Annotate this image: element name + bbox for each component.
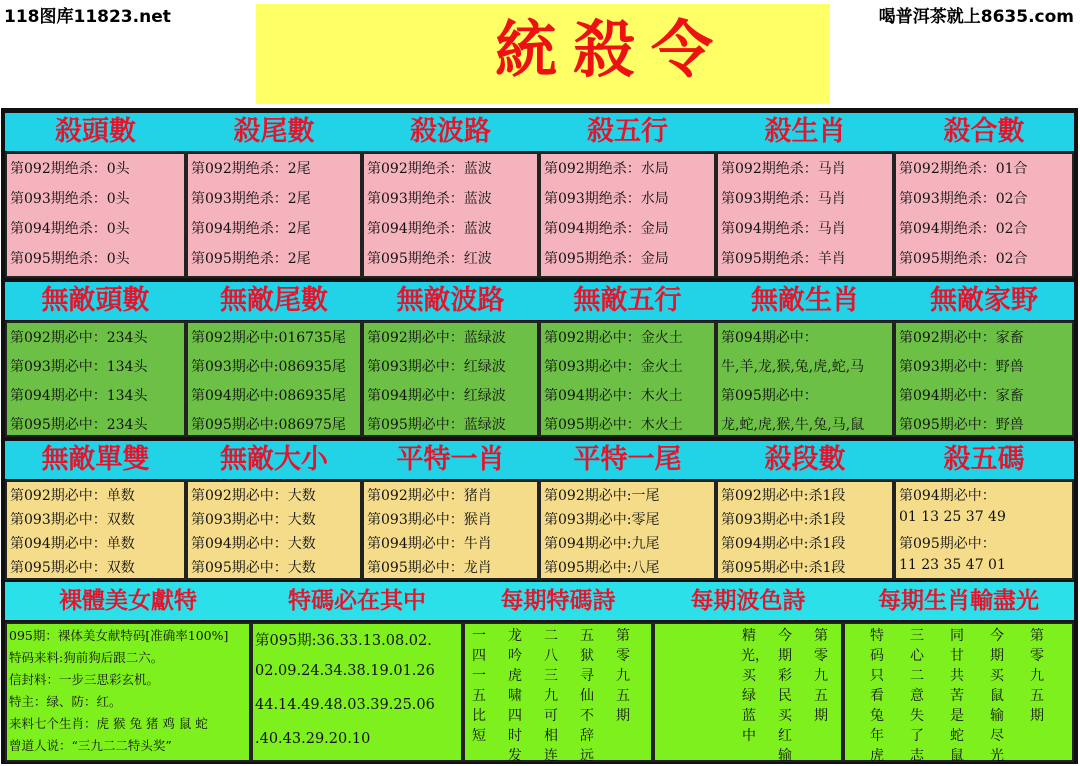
section1-title: 殺合數: [943, 116, 1025, 147]
section3-title: 平特一尾: [573, 444, 682, 475]
section3-row: 第092期必中:杀1段: [721, 488, 846, 504]
section1-row: 第094期绝杀：蓝波: [367, 221, 492, 237]
section2-title: 無敵尾數: [220, 285, 328, 316]
section2-row: 第093期必中：金火土: [544, 359, 683, 375]
poem-column: 第零九五期: [616, 628, 630, 724]
section1-row: 第092期绝杀：马肖: [721, 161, 846, 177]
section3-title: 無敵大小: [220, 444, 328, 475]
section3-row: 第094期必中：大数: [191, 536, 316, 552]
section3-row: 第095期必中:八尾: [544, 560, 660, 576]
section1-row: 第094期绝杀：马肖: [721, 221, 846, 237]
section2-title: 無敵五行: [573, 285, 682, 316]
section3-row: 第094期必中：: [899, 488, 996, 504]
section1-row: 第093期绝杀：2尾: [191, 191, 311, 207]
section3-row: 第093期必中：双数: [10, 512, 135, 528]
section1-row: 第095期绝杀：红波: [367, 251, 492, 267]
section1-row: 第093期绝杀：0头: [10, 191, 130, 207]
section3-row: 第095期必中：龙肖: [367, 560, 492, 576]
section1-row: 第095期绝杀：02合: [899, 251, 1028, 267]
section1-row: 第095期绝杀：2尾: [191, 251, 311, 267]
site-name-right: 喝普洱茶就上8635.com: [878, 7, 1074, 27]
section2-row: 第095期必中：木火土: [544, 417, 683, 433]
section2-title: 無敵家野: [930, 285, 1038, 316]
section1-row: 第092期绝杀：01合: [899, 161, 1028, 177]
section2-row: 第093期必中:086935尾: [191, 359, 346, 375]
section2-row: 牛,羊,龙,猴,兔,虎,蛇,马: [721, 359, 865, 375]
special-code-line: .40.43.29.20.10: [255, 731, 371, 747]
section1-title: 殺尾數: [233, 116, 315, 147]
beauty-line: 信封料：一步三思彩玄机。: [9, 672, 160, 687]
section2-row: 第094期必中：红绿波: [367, 388, 506, 404]
section3-row: 第093期必中:杀1段: [721, 512, 846, 528]
poem-column: 二八三九可相连: [544, 628, 558, 764]
section2-row: 第094期必中：134头: [10, 388, 148, 404]
beauty-line: 095期：裸体美女献特码[准确率100%]: [9, 628, 229, 643]
beauty-line: 曾道人说：“三九二二特头奖”: [9, 738, 172, 753]
section2-title: 無敵波路: [396, 285, 505, 316]
section3-row: 第094期必中:九尾: [544, 536, 660, 552]
section3-row: 01 13 25 37 49: [899, 509, 1006, 525]
section3-row: 第094期必中：单数: [10, 536, 135, 552]
section3-row: 第092期必中:一尾: [544, 488, 660, 504]
section1-row: 第093期绝杀：02合: [899, 191, 1028, 207]
section3-row: 第094期必中:杀1段: [721, 536, 846, 552]
section2-row: 第094期必中：: [721, 330, 818, 346]
section1-row: 第093期绝杀：水局: [544, 191, 669, 207]
special-code-line: 第095期:36.33.13.08.02.: [255, 633, 432, 649]
poem-column: 五狱寻仙不辞远: [580, 628, 594, 764]
poem-column: 今期彩民买红输: [778, 628, 792, 764]
section1-title: 殺五行: [587, 116, 668, 147]
section4-title: 每期特碼詩: [500, 587, 616, 614]
beauty-line: 来料七个生肖：虎 猴 兔 猪 鸡 鼠 蛇: [9, 716, 208, 731]
section3-row: 第093期必中:零尾: [544, 512, 660, 528]
section2-row: 第092期必中：蓝绿波: [367, 330, 506, 346]
beauty-line: 特码来料:狗前狗后跟二六。: [9, 650, 164, 665]
section1-row: 第094期绝杀：2尾: [191, 221, 311, 237]
section1-row: 第095期绝杀：0头: [10, 251, 130, 267]
poem-column: 同甘共苦是蛇鼠: [950, 628, 964, 764]
section1-row: 第095期绝杀：金局: [544, 251, 669, 267]
section2-row: 第095期必中：蓝绿波: [367, 417, 506, 433]
section1-title: 殺頭數: [55, 116, 136, 147]
poem-column: 第零九五期: [1030, 628, 1044, 724]
banner-title: 統殺令: [495, 13, 730, 86]
section2-row: 第094期必中：木火土: [544, 388, 683, 404]
section1-row: 第093期绝杀：马肖: [721, 191, 846, 207]
section4-title: 每期生肖輸盡光: [878, 587, 1039, 614]
section2-row: 第095期必中：: [721, 388, 818, 404]
section3-row: 第093期必中：大数: [191, 512, 316, 528]
section2-row: 第093期必中：红绿波: [367, 359, 506, 375]
section4-title: 裸體美女獻特: [59, 587, 197, 614]
section1-row: 第092期绝杀：0头: [10, 161, 130, 177]
section1-row: 第092期绝杀：水局: [544, 161, 669, 177]
section2-row: 第092期必中:016735尾: [191, 330, 346, 346]
section3-row: 第092期必中：大数: [191, 488, 316, 504]
section2-title: 無敵頭數: [41, 285, 150, 316]
poem-column: 一四一五比短: [472, 628, 486, 744]
section1-row: 第094期绝杀：02合: [899, 221, 1028, 237]
section2-row: 第095期必中：野兽: [899, 417, 1024, 433]
section1-row: 第094期绝杀：金局: [544, 221, 669, 237]
section1-row: 第093期绝杀：蓝波: [367, 191, 492, 207]
section2-row: 第094期必中:086935尾: [191, 388, 346, 404]
section1-title: 殺生肖: [764, 116, 846, 147]
section3-row: 11 23 35 47 01: [899, 557, 1006, 573]
section3-title: 平特一肖: [396, 444, 505, 475]
poem-column: 第零九五期: [814, 628, 828, 724]
poem-column: 今期买鼠输尽光: [990, 628, 1004, 764]
section4-title: 每期波色詩: [690, 587, 806, 614]
section1-title: 殺波路: [410, 116, 491, 147]
section1-row: 第095期绝杀：羊肖: [721, 251, 846, 267]
section2-row: 第095期必中：234头: [10, 417, 148, 433]
prediction-board: [1, 108, 1078, 764]
poem-column: 精光，买绿蓝中: [741, 628, 769, 744]
section3-title: 殺五碼: [943, 444, 1025, 475]
section3-row: 第095期必中：: [899, 536, 996, 552]
section2-row: 第092期必中：家畜: [899, 330, 1024, 346]
section3-row: 第092期必中：猪肖: [367, 488, 492, 504]
section2-row: 第093期必中：野兽: [899, 359, 1024, 375]
section3-title: 無敵單雙: [41, 444, 150, 475]
section3-row: 第093期必中：猴肖: [367, 512, 492, 528]
section4-title: 特碼必在其中: [288, 587, 426, 614]
section1-row: 第094期绝杀：0头: [10, 221, 130, 237]
section2-row: 第092期必中：金火土: [544, 330, 683, 346]
section3-title: 殺段數: [764, 444, 846, 475]
section3-row: 第095期必中:杀1段: [721, 560, 846, 576]
site-name-left: 118图库11823.net: [4, 7, 171, 27]
section3-row: 第094期必中：牛肖: [367, 536, 492, 552]
poem-column: 特码只看兔年虎: [870, 628, 884, 764]
section1-row: 第092期绝杀：2尾: [191, 161, 311, 177]
poem-column: 龙吟虎啸四时发: [508, 628, 522, 764]
section3-row: 第092期必中：单数: [10, 488, 135, 504]
section2-row: 龙,蛇,虎,猴,牛,兔,马,鼠: [721, 417, 865, 433]
section3-row: 第095期必中：大数: [191, 560, 316, 576]
special-code-line: 44.14.49.48.03.39.25.06: [255, 697, 435, 713]
beauty-line: 特主：绿、防：红。: [9, 694, 122, 709]
special-code-line: 02.09.24.34.38.19.01.26: [255, 663, 435, 679]
poem-column: 三心二意失了志: [910, 628, 924, 764]
section1-row: 第092期绝杀：蓝波: [367, 161, 492, 177]
section2-row: 第095期必中:086975尾: [191, 417, 346, 433]
section2-row: 第092期必中：234头: [10, 330, 148, 346]
section2-row: 第094期必中：家畜: [899, 388, 1024, 404]
section2-title: 無敵生肖: [751, 285, 859, 316]
section2-row: 第093期必中：134头: [10, 359, 148, 375]
section3-row: 第095期必中：双数: [10, 560, 135, 576]
